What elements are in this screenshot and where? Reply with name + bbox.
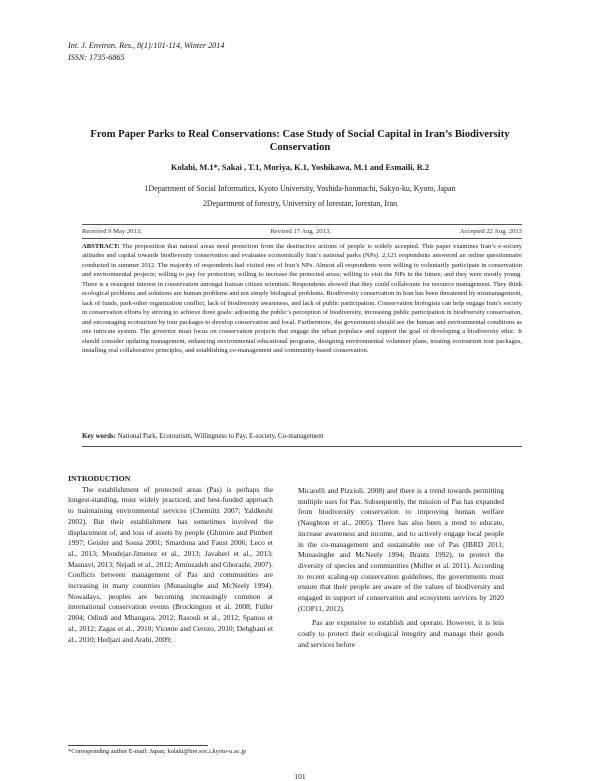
affiliation-2: 2Department of forestry, University of lorestan, lorestan, Iran [202,199,398,208]
intro-paragraph-left: The establishment of protected areas (Pas) is perhaps the longest-standing, most widely practiced, and best-funded approach to maintaining environmental services (Chemiitz 2007; Yaldkeshi 2002). But their establishment has sometimes involved the displacement of, and loss of assets by people (Ghimire and Pimbert 1997; Geisler and Sousa 2001; Smardona and Faust 2006; Leco et al., 2013; Mondejar-Jimenez et al., 2013; Javaheri et al., 2013; Masnavi, 2013; Nejadi et al., 2012; Aminzadeh and Ghorashi, 2007). Conflicts between management of Pas and communities are increasing in many countries (Munasinghe and McNeely 1994). Nowadays, peoples are becoming increasingly common at international conservation events (Brockington et al. 2008; Fuller 2004; Odindi and Mhangara, 2012; Rasouli et al., 2012; Spanou et al., 2012; Zagas et al., 2010; Vicente and Cerezo, 2010; Dehghani et al., 2010; Hedjazi and Arabi, 2009; [68,484,273,644]
abstract [82,242,522,355]
intro-paragraph-right-2: Pas are expensive to establish and operate. However, it is less costly to protect their ecological integrity and manage their goods and services before [298,618,504,649]
dates-bottom-rule [82,238,522,239]
keywords-label: Key words: [82,433,116,440]
corresponding-author-footnote: *Corresponding author E-mail: Japan; kolahi@bre.soc.i.kyoto-u.ac.jp [68,748,247,755]
accepted-date: Accepted 22 Aug. 2013 [459,228,522,235]
left-column [68,474,273,645]
revised-date: Revised 17 Aug. 2013; [270,228,332,235]
intro-paragraph-right-1: Micarelli and Pizzioli, 2008) and there is a trend towards permitting multiple uses for Pas. Subsequently, the mission of Pas has expanded from biodiversity conservation to improving human welfare (Naughton et al., 2005). There has also been a trend to educate, increase awareness and income, and to actively engage local people in the co-management and sustainable use of Pas (IBRD 2011; Munasinghe and McNeely 1994; Brantz 1992), to protect the diversity of species and communities (Muller et al. 2011). According to recent scaling-up conservation guidelines, the governments must ensure that their people are aware of the values of biodiversity and engaged in support of conservation and ecosystem services by 2020 (COP11, 2012). [298,486,504,613]
abstract-label: ABSTRACT: [82,243,120,250]
keywords-rule [82,446,522,447]
paper-title: From Paper Parks to Real Conservations: Case Study of Social Capital in Iran’s Biodiversity Conservation [90,129,510,153]
abstract-text: The proposition that natural areas need protection from the destructive actions of people is widely accepted. This paper examines Iran’s e-society attitudes and capital towards biodiversity conservation and evaluates economically Iran’s national parks (NPs). 2,121 respondents answered an online questionnaire conducted in summer 2012. The majority of respondents had visited one of Iran’s NPs. Almost all respondents were willing to voluntarily participate in conservation and environmental projects; willing to pay for protection; willing to increase the protected areas; willing to visit the NPs in the future; and they were mostly young. There is a resurgent interest in conservation amongst Iranian citizen scientists. Respondents showed that they could collaborate for resource management. They think ecological problems and solutions are human problems and not simply biological problems. Biodiversity conservation in Iran has been threatened by mismanagement, lack of funds, park-other organization conflict, lack of biodiversity awareness, and lack of public participation. Conservation biologists can help engage Iran’s society in conservation efforts by striving to achieve three goals: adjusting the public’s perception of biodiversity, increasing public participation in biodiversity conservation, and encouraging ecotourism by tour packages to develop conservation and local. Furthermore, the government should see the human and environmental conditions as one intricate system. The governor must focus on conservation projects that engage the urban populace and support the goal of developing a biodiversity ethic. It should consider updating management, enhancing environmental educational programs, designing environmental volunteer plans, treating ecotourism tour packages, installing real collaborative principles, and establishing co-management and community-based conservation. [82,243,523,354]
submission-dates [82,228,522,235]
journal-citation: Int. J. Environ. Res., 8(1):101-114, Winter 2014 [68,41,225,50]
journal-header [68,40,224,63]
journal-issn: ISSN: 1735-6865 [68,52,125,62]
keywords [82,433,522,440]
right-column [298,486,504,651]
footnote-rule [68,745,208,746]
page-number: 101 [294,772,306,781]
introduction-heading: INTRODUCTION [68,474,131,483]
dates-top-rule [82,224,522,225]
affiliation-1: 1Department of Social Informatics, Kyoto University, Yoshida-honmachi, Sakyo-ku, Kyoto, Japan [144,184,456,193]
keywords-text: National Park, Ecotourism, Willingness to Pay, E-society, Co-management [117,433,324,440]
received-date: Received 9 May 2013; [82,228,142,235]
paper-authors: Kolahi, M.1*, Sakai , T.1, Moriya, K.1, Yoshikawa, M.1 and Esmaili, R.2 [170,163,430,172]
